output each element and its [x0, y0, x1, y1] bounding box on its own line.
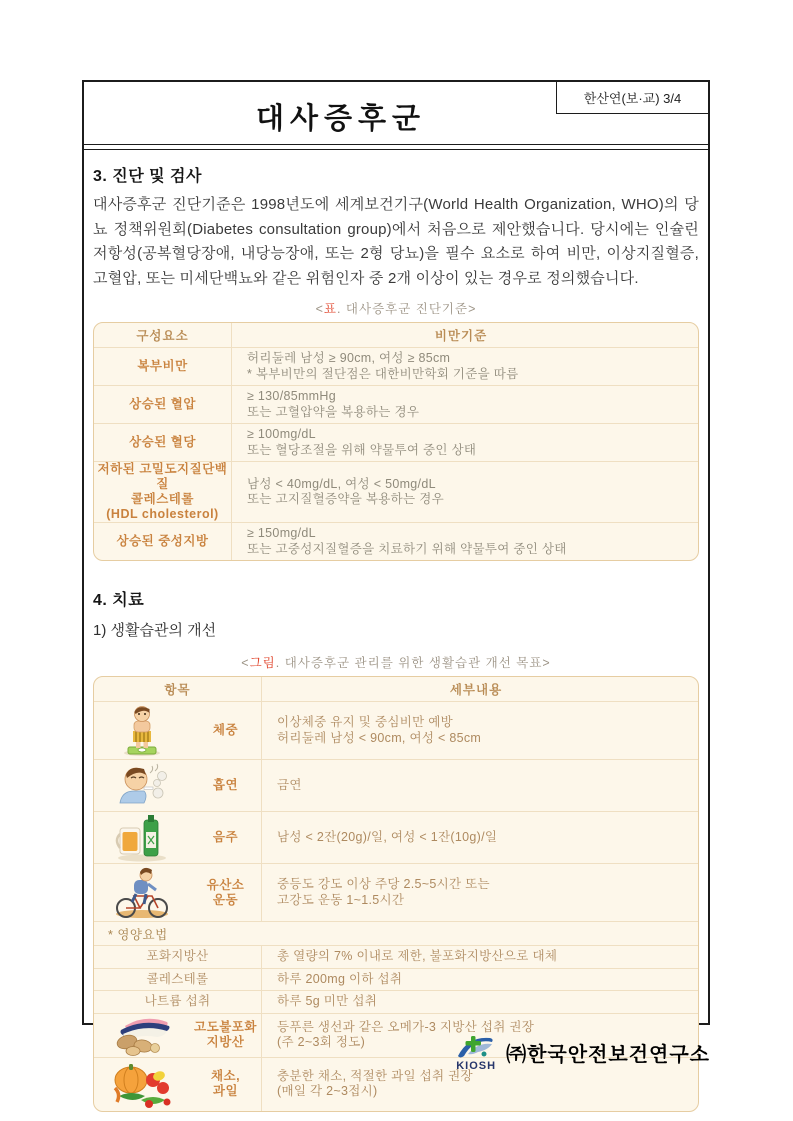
row-text: ≥ 130/85mmHg	[247, 389, 336, 403]
caption-text: . 대사증후군 진단기준>	[336, 302, 477, 316]
table-row	[94, 347, 698, 385]
row-label: 채소, 과일	[210, 1069, 241, 1098]
section-4-heading: 4. 치료	[93, 592, 145, 609]
row-text: * 복부비만의 절단점은 대한비만학회 기준을 따름	[247, 366, 519, 381]
alcohol-drink-illustration	[94, 814, 190, 862]
row-text: (매일 각 2~3접시)	[277, 1084, 378, 1098]
row-label: 복부비만	[137, 359, 188, 373]
document-code: 한산연(보·교) 3/4	[583, 91, 682, 106]
section-3-paragraph: 대사증후군 진단기준은 1998년도에 세계보건기구(World Health Organization, WHO)의 당뇨 정책위원회(Diabetes consultation group)에서 처음으로 제안했습니다. 당시에는 인슐린 저항성(공복혈당장애, 내당능장애, 또는 2형 당뇨)을 필수 요소로 하여 비만, 이상지질혈증, 고혈압, 또는 미세단백뇨와 같은 위험인자 중 2개 이상이 있는 경우로 정의했습니다.	[93, 196, 699, 287]
table-header-row	[94, 677, 698, 701]
row-text: 허리둘레 남성 ≥ 90cm, 여성 ≥ 85cm	[247, 351, 451, 365]
row-text: 또는 고중성지질혈증을 치료하기 위해 약물투여 중인 상태	[247, 541, 567, 556]
row-text: 하루 200mg 이하 섭취	[277, 971, 403, 986]
table-row	[94, 385, 698, 423]
bicycle-exercise-illustration	[94, 866, 190, 920]
row-text: 총 열량의 7% 이내로 제한, 불포화지방산으로 대체	[277, 949, 558, 963]
row-text: 하루 5g 미만 섭취	[277, 994, 378, 1008]
table-row	[94, 461, 698, 522]
caption-bracket: <	[315, 302, 324, 316]
document-content	[84, 150, 708, 1112]
page-title: 대사증후군	[255, 103, 427, 135]
footer	[0, 1032, 710, 1072]
row-label: 상승된 혈당	[129, 435, 196, 449]
row-label: 포화지방산	[146, 949, 209, 963]
header-cell-component: 구성요소	[94, 323, 232, 347]
row-text: ≥ 100mg/dL	[247, 427, 316, 441]
header-cell-item: 항목	[94, 677, 262, 701]
smoking-man-illustration	[94, 763, 190, 809]
section-4-subheading: 1) 생활습관의 개선	[93, 622, 217, 639]
nutrition-section-row	[94, 921, 698, 945]
row-label: 상승된 혈압	[129, 397, 196, 411]
section-3-heading: 3. 진단 및 검사	[93, 168, 202, 185]
row-text: 또는 고지질혈증약을 복용하는 경우	[247, 492, 444, 506]
row-label: 저하된 고밀도지질단백질 콜레스테롤 (HDL cholesterol)	[97, 462, 228, 521]
row-text: 남성 < 40mg/dL, 여성 < 50mg/dL	[247, 476, 436, 491]
table-row	[94, 863, 698, 921]
row-label: 음주	[212, 830, 239, 844]
row-text: 금연	[277, 777, 302, 792]
row-text: 허리둘레 남성 < 90cm, 여성 < 85cm	[277, 730, 482, 745]
table-row	[94, 522, 698, 560]
row-text: ≥ 150mg/dL	[247, 526, 316, 540]
row-text: (주 2~3회 정도)	[277, 1035, 366, 1049]
row-label: 흡연	[212, 778, 239, 792]
header-cell-detail: 세부내용	[449, 683, 503, 697]
header-cell-criteria: 비만기준	[434, 329, 488, 343]
row-text: 또는 고혈압약을 복용하는 경우	[247, 404, 420, 419]
row-text: 남성 < 2잔(20g)/일, 여성 < 1잔(10g)/일	[277, 829, 498, 844]
row-text: 고강도 운동 1~1.5시간	[277, 892, 405, 907]
title-bar	[84, 82, 708, 144]
table-row	[94, 945, 698, 968]
caption-text: . 대사증후군 관리를 위한 생활습관 개선 목표>	[275, 656, 551, 670]
table-row	[94, 968, 698, 991]
document-code-box	[556, 82, 708, 114]
table-row	[94, 759, 698, 811]
diagnosis-criteria-table	[93, 322, 699, 561]
nutrition-section-label: * 영양요법	[108, 927, 168, 942]
row-label: 고도불포화 지방산	[194, 1020, 257, 1049]
caption-keyword: 그림	[249, 656, 276, 670]
row-label: 유산소 운동	[206, 877, 245, 907]
table-row	[94, 990, 698, 1013]
company-name: ㈜한국안전보건연구소	[506, 1043, 710, 1066]
row-text: 등푸른 생선과 같은 오메가-3 지방산 섭취 권장	[277, 1019, 535, 1034]
kiosh-logo-text: KIOSH	[456, 1060, 497, 1072]
row-text: 충분한 채소, 적절한 과일 섭취 권장	[277, 1068, 473, 1083]
caption-keyword: 표	[323, 302, 337, 316]
caption-bracket: <	[241, 656, 250, 670]
figure-caption	[93, 653, 699, 671]
table-row	[94, 423, 698, 461]
kiosh-logo	[454, 1032, 498, 1072]
kiosh-logo-icon	[454, 1032, 498, 1062]
table-row	[94, 811, 698, 863]
row-label: 나트륨 섭취	[144, 994, 211, 1008]
row-label: 콜레스테롤	[146, 971, 209, 986]
row-text: 중등도 강도 이상 주당 2.5~5시간 또는	[277, 877, 490, 891]
weight-scale-illustration	[94, 705, 190, 757]
table-header-row	[94, 323, 698, 347]
table-row	[94, 701, 698, 759]
row-label: 상승된 중성지방	[116, 534, 209, 548]
row-text: 또는 혈당조절을 위해 약물투여 중인 상태	[247, 442, 477, 457]
row-text: 이상체중 유지 및 중심비만 예방	[277, 715, 453, 729]
row-label: 체중	[212, 723, 239, 737]
table-caption	[93, 299, 699, 317]
